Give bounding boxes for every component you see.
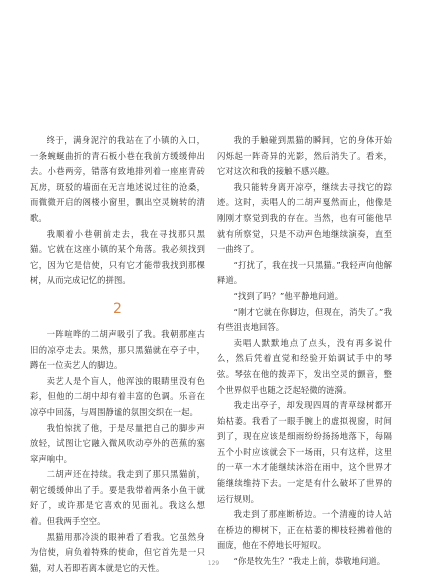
paragraph: 一阵喧哗的二胡声吸引了我。我朝那座古旧的凉亭走去。果然，那只黑猫就在亭子中，蹲在一位卖艺人的脚边。 <box>30 328 205 371</box>
paragraph: 我顺着小巷朝前走去，我在寻找那只黑猫。它就在这座小镇的某个角落。我必须找到它，因为它是信使，只有它才能带我找到那棵树，从而完成记忆的拼图。 <box>30 228 205 286</box>
left-column <box>30 133 205 576</box>
paragraph: 我的手触碰到黑猫的瞬间，它的身体开始闪烁起一阵奇异的光影，然后消失了。看来，它对这次和我的接触不感兴趣。 <box>217 135 392 177</box>
paragraph: 卖艺人是个盲人，他浑浊的眼睛里没有色彩，但他的二胡中却有着丰富的色调。乐音在凉亭中回荡，与周围静谧的氛围交织在一起。 <box>30 375 205 417</box>
paragraph: 我走出亭子，却发现四周的青草绿树都开始枯萎。我看了一眼手腕上的虚拟视窗，时间到了，现在应该是细雨纷纷扬扬地落下，每隔五个小时应该就会下一场雨，只有这样，这里的一草一木才能继续沐浴在雨中，这个世界才能继续维持下去。一定是有什么破坏了世界的运行规则。 <box>217 400 392 504</box>
paragraph: 终于，满身泥泞的我站在了小镇的入口，一条蜿蜒曲折的青石板小巷在我前方缓缓伸出去。小巷两旁，错落有致地排列着一座座青砖瓦房，斑驳的墙面在无言地述说过往的沧桑，而微微开启的阁楼小窗里，飘出空灵婉转的清歌。 <box>30 135 205 223</box>
section-number: 2 <box>112 300 122 317</box>
paragraph: “你是牧先生？”我走上前，恭敬地问道。 <box>233 556 386 567</box>
paragraph: 黑猫用那冷淡的眼神看了看我。它虽然身为信使，肩负着特殊的使命，但它首先是一只猫，对人若即若离本就是它的天性。 <box>30 531 205 573</box>
right-column <box>217 133 392 570</box>
page-number: 129 <box>207 560 220 567</box>
paragraph: 我怕惊扰了他，于是尽量把自己的脚步声放轻，试图让它融入微风吹动亭外的芭蕉的塞窣声响中。 <box>30 422 205 464</box>
paragraph: “打扰了，我在找一只黑猫。”我轻声向他解释道。 <box>217 259 392 286</box>
paragraph: “刚才它就在你脚边，但现在，消失了。”我有些沮丧地回答。 <box>217 306 392 333</box>
paragraph: 我走到了那座断桥边。一个清瘦的诗人站在桥边的柳树下，正在枯萎的柳枝轻拂着他的面庞，他在不停地长吁短叹。 <box>217 509 392 551</box>
paragraph: “找到了吗？”他平静地问道。 <box>233 290 344 301</box>
paragraph: 卖唱人默默地点了点头，没有再多说什么，然后凭着直觉和经验开始调试手中的琴弦。琴弦在他的拨弄下，发出空灵的颤音，整个世界似乎也随之泛起轻微的涟漪。 <box>217 337 392 395</box>
paragraph: 我只能转身离开凉亭，继续去寻找它的踪迹。这时，卖唱人的二胡声戛然而止，他像是刚刚才察觉到我的存在。当然，也有可能他早就有所察觉，只是不动声色地继续演奏，直至一曲终了。 <box>217 181 392 255</box>
paragraph: 二胡声还在持续。我走到了那只黑猫前，朝它缓缓伸出了手。要是我带着两条小鱼干就好了，或许那是它喜欢的见面礼。我这么想着。但我两手空空。 <box>30 469 205 527</box>
